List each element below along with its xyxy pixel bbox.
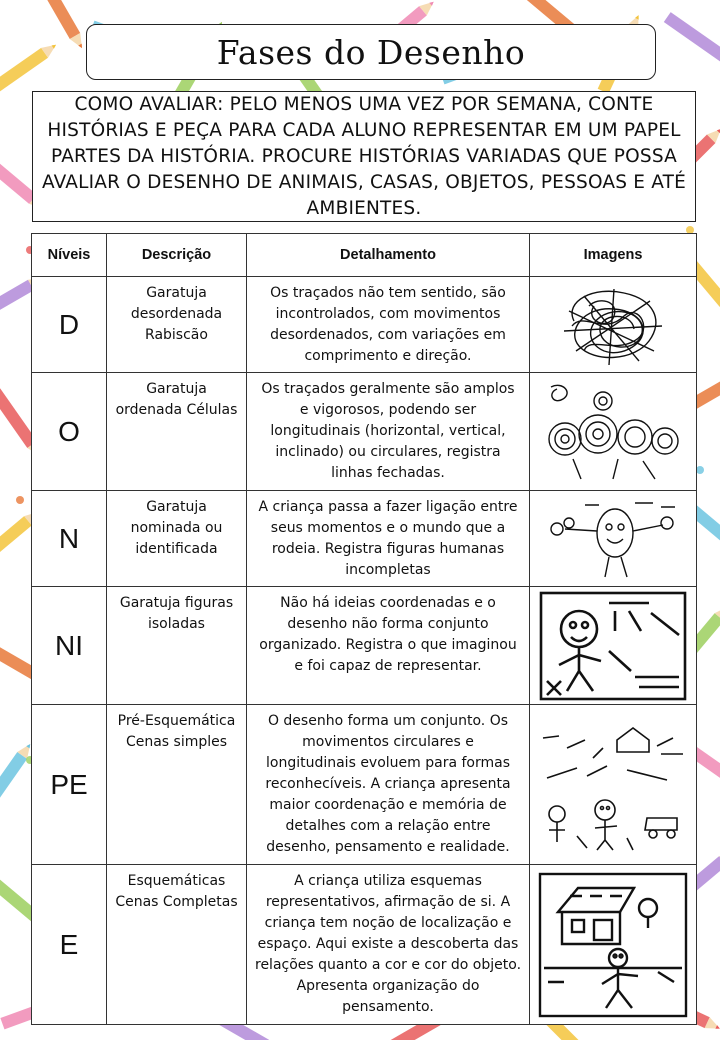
isolated-figures-drawing-icon (539, 591, 687, 701)
image-cell (530, 705, 697, 865)
page-title: Fases do Desenho (216, 32, 526, 72)
pencil-icon (35, 0, 87, 51)
description-cell: Garatuja nominada ou identificada (107, 491, 247, 587)
circles-drawing-icon (543, 379, 683, 485)
description-cell: Garatuja ordenada Células (107, 373, 247, 491)
table-row (32, 865, 697, 1025)
description-cell: Pré-Esquemática Cenas simples (107, 705, 247, 865)
level-cell: NI (32, 587, 107, 705)
drawing-phases-table (31, 233, 697, 1025)
level-cell: PE (32, 705, 107, 865)
pencil-icon (664, 12, 720, 70)
header-images: Imagens (530, 234, 697, 277)
image-cell (530, 587, 697, 705)
table-row (32, 705, 697, 865)
simple-scene-drawing-icon (537, 718, 689, 852)
house-scene-drawing-icon (538, 872, 688, 1018)
image-cell (530, 865, 697, 1025)
detail-cell: Os traçados geralmente são amplos e vigorosos, podendo ser longitudinais (horizontal, vertical, inclinado) ou circulares, registra linhas fechadas. (247, 373, 530, 491)
instructions-box (32, 91, 696, 222)
detail-cell: A criança passa a fazer ligação entre seus momentos e o mundo que a rodeia. Registra figuras humanas incompletas (247, 491, 530, 587)
detail-cell: Os traçados não tem sentido, são incontrolados, com movimentos desordenados, com variações em comprimento e direção. (247, 277, 530, 373)
image-cell (530, 491, 697, 587)
confetti-dot (696, 466, 704, 474)
title-box (86, 24, 656, 80)
pencil-icon (0, 741, 35, 817)
level-cell: N (32, 491, 107, 587)
image-cell (530, 373, 697, 491)
instructions-text: COMO AVALIAR: PELO MENOS UMA VEZ POR SEMANA, CONTE HISTÓRIAS E PEÇA PARA CADA ALUNO REPRESENTAR EM UM PAPEL PARTES DA HISTÓRIA. PROCURE HISTÓRIAS VARIADAS QUE POSSA AVALIAR O DESENHO DE ANIMAIS, CASAS, OBJETOS, PESSOAS E ATÉ AMBIENTES. (41, 93, 687, 219)
table-header-row (32, 234, 697, 277)
pencil-icon (0, 40, 59, 98)
detail-cell: A criança utiliza esquemas representativos, afirmação de si. A criança tem noção de localização e espaço. Aqui existe a descoberta das relações quanto a cor e cor do objeto. Apresenta organização do pensamento. (247, 865, 530, 1025)
description-cell: Garatuja figuras isoladas (107, 587, 247, 705)
figure-drawing-icon (543, 495, 683, 583)
detail-cell: O desenho forma um conjunto. Os movimentos circulares e longitudinais evoluem para formas reconhecíveis. A criança apresenta maior coordenação e memória de detalhes com a relação entre desenho, pensamento e realidade. (247, 705, 530, 865)
level-cell: E (32, 865, 107, 1025)
table-row (32, 373, 697, 491)
table-row (32, 491, 697, 587)
detail-cell: Não há ideias coordenadas e o desenho não forma conjunto organizado. Registra o que imaginou e foi capaz de representar. (247, 587, 530, 705)
description-cell: Garatuja desordenada Rabiscão (107, 277, 247, 373)
level-cell: O (32, 373, 107, 491)
image-cell (530, 277, 697, 373)
level-cell: D (32, 277, 107, 373)
header-detail: Detalhamento (247, 234, 530, 277)
scribble-drawing-icon (554, 281, 672, 369)
table-row (32, 277, 697, 373)
header-description: Descrição (107, 234, 247, 277)
description-cell: Esquemáticas Cenas Completas (107, 865, 247, 1025)
confetti-dot (16, 496, 24, 504)
header-levels: Níveis (32, 234, 107, 277)
table-row (32, 587, 697, 705)
